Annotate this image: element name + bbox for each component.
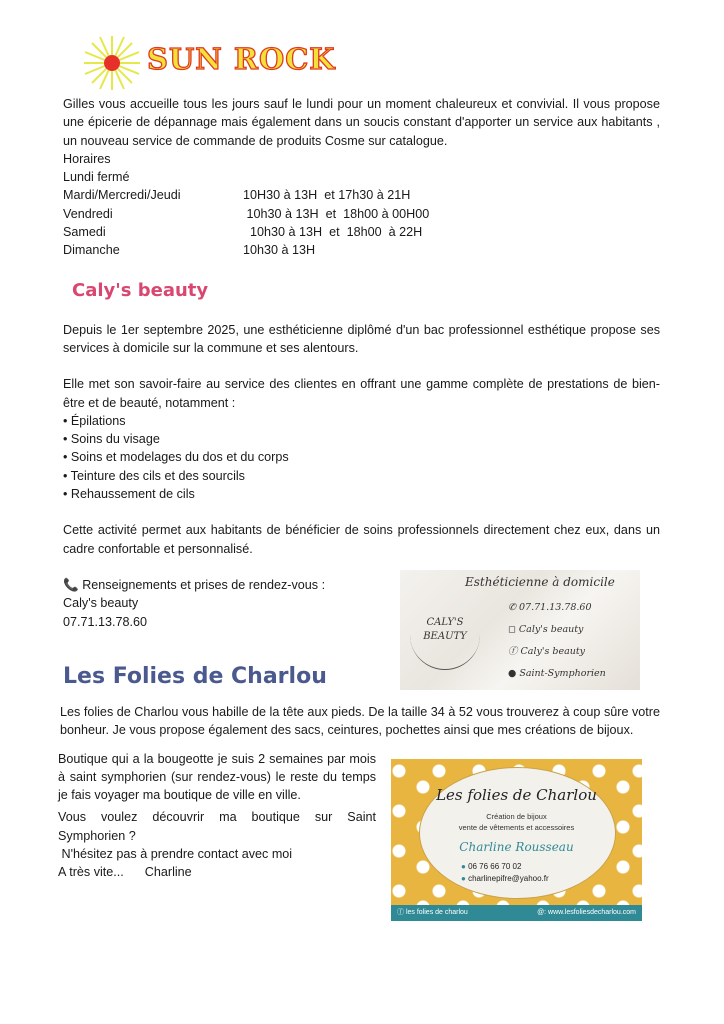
card-phone: 07.71.13.78.60	[518, 601, 592, 613]
card-phone: 06 76 66 70 02	[468, 861, 522, 871]
email-icon: ●	[461, 873, 469, 883]
time: 10h30 à 13H et 18h00 à 00H00	[243, 206, 430, 221]
card-name: Charline Rousseau	[459, 839, 574, 854]
service-item: • Soins et modelages du dos et du corps	[63, 450, 289, 465]
calys-p2: Elle met son savoir-faire au service des clientes en offrant une gamme complète de prestations de bien-être et de beauté, notamment :	[63, 377, 660, 410]
card-facebook: Caly's beauty	[520, 645, 586, 657]
card-title: Les folies de Charlou	[436, 785, 597, 804]
day: Mardi/Mercredi/Jeudi	[63, 188, 181, 203]
sunrock-intro	[63, 95, 660, 260]
charlou-body	[58, 750, 376, 882]
charlou-p4: N'hésitez pas à prendre contact avec moi	[58, 847, 293, 862]
card-heading: Esthéticienne à domicile	[465, 574, 615, 589]
charlou-business-card	[391, 759, 642, 921]
calys-title: Caly's beauty	[72, 279, 209, 301]
calys-p3: Cette activité permet aux habitants de bénéficier de soins professionnels directement chez eux, dans un cadre confortable et personnalisé.	[63, 523, 660, 556]
location-pin-icon: ●	[508, 667, 520, 679]
card-location: Saint-Symphorien	[519, 667, 606, 679]
charlou-p2: Boutique qui a la bougeotte je suis 2 semaines par mois à saint symphorien (sur rendez-vous) le reste du temps je fais voyager ma boutique de ville en ville.	[58, 751, 376, 803]
contact-name: Caly's beauty	[63, 596, 139, 611]
charlou-row	[58, 750, 642, 921]
hours-row	[63, 223, 660, 241]
card-email: charlinepifre@yahoo.fr	[468, 873, 549, 883]
card-line1: Création de bijoux	[486, 811, 547, 821]
hours-row	[63, 205, 660, 223]
card-logo: CALY'S BEAUTY	[410, 600, 480, 670]
card-facebook: les folies de charlou	[405, 908, 468, 916]
sun-icon	[82, 34, 142, 92]
charlou-p5: A très vite... Charline	[58, 865, 192, 880]
services-list	[63, 412, 660, 503]
facebook-icon: ⓕ	[508, 645, 521, 657]
hours-monday: Lundi fermé	[63, 170, 130, 185]
phone-icon: 📞	[63, 577, 83, 592]
calys-body	[63, 321, 660, 558]
card-website: @: www.lesfoliesdecharlou.com	[537, 908, 636, 916]
charlou-title: Les Folies de Charlou	[63, 663, 327, 689]
calys-p1: Depuis le 1er septembre 2025, une esthéticienne diplômé d'un bac professionnel esthétique propose ses services à domicile sur la commune et ses alentours.	[63, 322, 660, 355]
calys-business-card	[400, 570, 640, 690]
time: 10H30 à 13H et 17h30 à 21H	[243, 188, 411, 203]
sunrock-logo	[82, 34, 336, 92]
service-item: • Teinture des cils et des sourcils	[63, 468, 245, 483]
calys-contact	[63, 576, 383, 631]
charlou-p3: Vous voulez découvrir ma boutique sur Saint Symphorien ?	[58, 810, 376, 843]
time: 10h30 à 13H et 18h00 à 22H	[243, 225, 423, 240]
day: Dimanche	[63, 243, 120, 258]
phone-icon: ✆	[508, 601, 519, 613]
card-instagram: Caly's beauty	[518, 623, 584, 635]
intro-text: Gilles vous accueille tous les jours sauf le lundi pour un moment chaleureux et convivial. Il vous propose une épicerie de dépannage mais également dans un soucis constant d'apporter un service aux habitants , un nouveau service de commande de produits Cosme sur catalogue.	[63, 97, 660, 148]
charlou-p1: Les folies de Charlou vous habille de la tête aux pieds. De la taille 34 à 52 vous trouverez à coup sûre votre bonheur. Je vous propose également des sacs, ceintures, pochettes ainsi que mes créations de bijoux.	[60, 704, 660, 738]
facebook-icon: ⓕ	[397, 908, 406, 916]
hours-row	[63, 186, 660, 204]
charlou-intro	[60, 703, 660, 740]
contact-phone: 07.71.13.78.60	[63, 614, 148, 629]
contact-label: Renseignements et prises de rendez-vous :	[82, 577, 326, 592]
day: Vendredi	[63, 206, 113, 221]
phone-icon: ●	[461, 861, 469, 871]
logo-text: SUN ROCK	[147, 42, 336, 76]
service-item: • Rehaussement de cils	[63, 487, 195, 502]
hours-row	[63, 241, 660, 259]
hours-title: Horaires	[63, 151, 111, 166]
time: 10h30 à 13H	[243, 243, 316, 258]
service-item: • Soins du visage	[63, 432, 160, 447]
day: Samedi	[63, 225, 106, 240]
service-item: • Épilations	[63, 413, 126, 428]
card-line2: vente de vêtements et accessoires	[458, 822, 575, 832]
instagram-icon: ◻	[508, 623, 519, 635]
hours-table	[63, 186, 660, 259]
